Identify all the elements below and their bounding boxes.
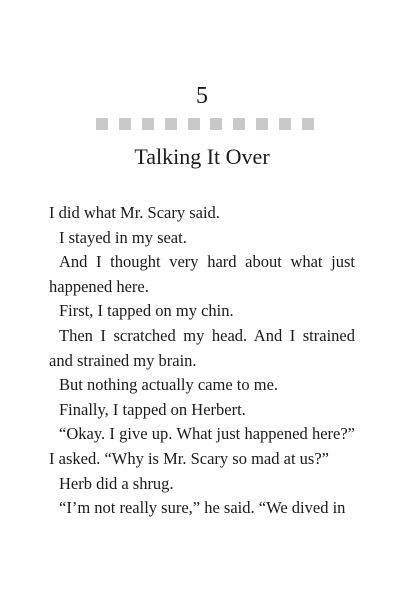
paragraph: I stayed in my seat. <box>59 227 187 247</box>
paragraph: I did what Mr. Scary said. <box>49 203 220 222</box>
divider-square <box>188 118 200 130</box>
divider-square <box>165 118 177 130</box>
paragraph: First, I tapped on my chin. <box>59 301 234 321</box>
paragraph: Herb did a shrug. <box>59 473 174 493</box>
paragraph: But nothing actually came to me. <box>59 375 279 395</box>
divider-square <box>96 118 108 130</box>
divider-square <box>279 118 291 130</box>
paragraph: Finally, I tapped on Herbert. <box>59 399 246 419</box>
paragraph: Then I scratched my head. And I strained and strained my brain. <box>49 325 355 370</box>
divider-square <box>302 118 314 130</box>
chapter-divider <box>96 118 314 131</box>
paragraph: “Okay. I give up. What just happened here?” I asked. “Why is Mr. Scary so mad at us?” <box>49 424 355 468</box>
chapter-title: Talking It Over <box>134 144 270 169</box>
divider-square <box>233 118 245 130</box>
chapter-body <box>49 201 355 521</box>
divider-square <box>210 118 222 130</box>
paragraph: And I thought very hard about what just happened here. <box>49 252 355 296</box>
divider-square <box>119 118 131 130</box>
divider-square <box>142 118 154 130</box>
chapter-number: 5 <box>196 83 208 109</box>
paragraph: “I’m not really sure,” he said. “We dived in <box>59 498 346 518</box>
divider-square <box>256 118 268 130</box>
